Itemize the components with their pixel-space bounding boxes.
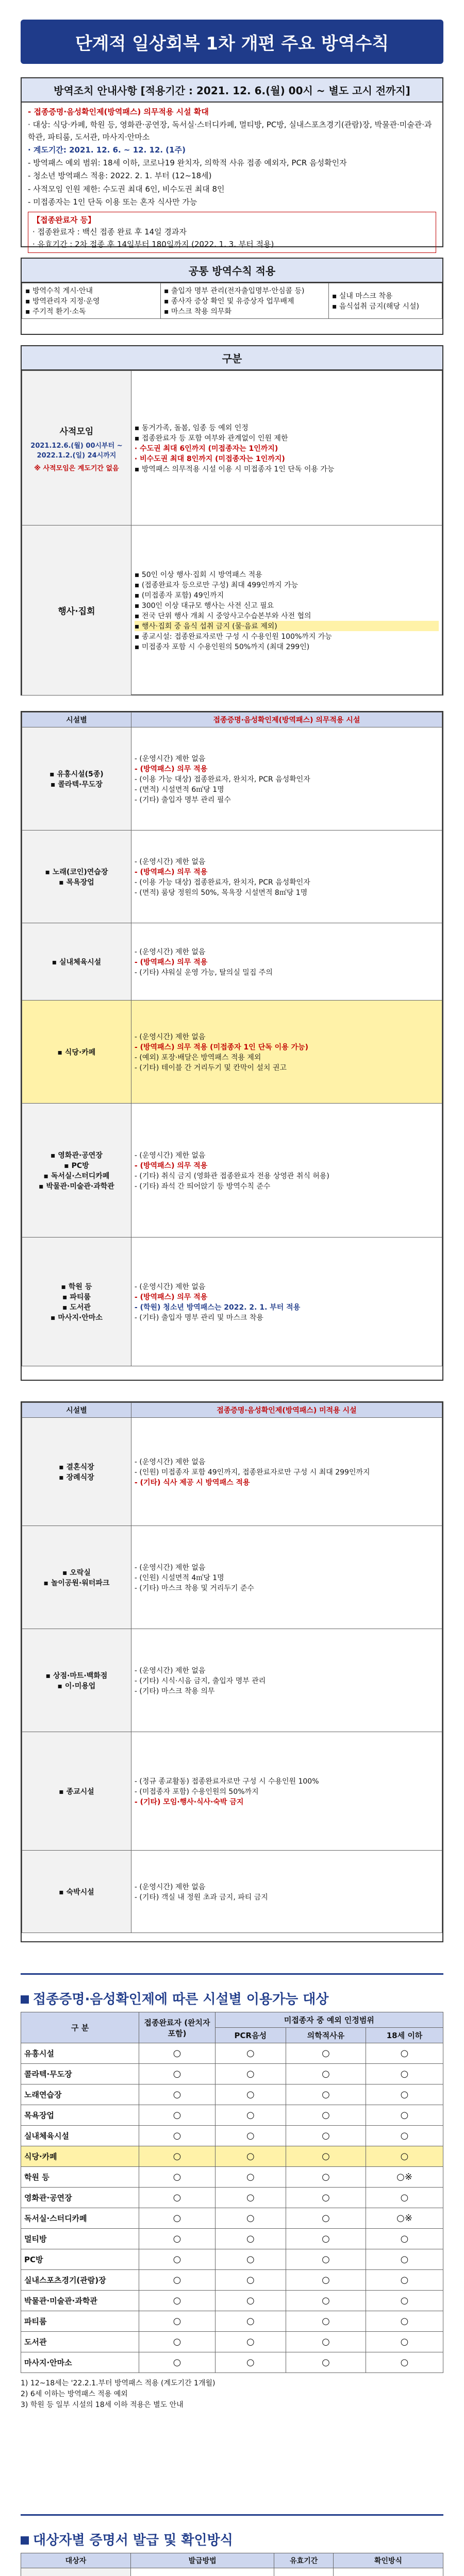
- col-head: 대상자: [21, 2553, 131, 2568]
- rule-line: - (운영시간) 제한 없음: [134, 947, 206, 956]
- eligibility-mark: ○: [366, 2352, 443, 2373]
- eligibility-mark: ○: [139, 2229, 215, 2249]
- eligibility-mark: ○: [366, 2084, 443, 2105]
- rule-line: - (방역패스) 의무 적용 (미접종자 1인 단독 이용 가능): [134, 1043, 308, 1052]
- facility-cell: ▪ 식당·카페: [22, 1001, 131, 1104]
- eligibility-mark: ○: [215, 2352, 286, 2373]
- eligibility-mark: ○: [366, 2291, 443, 2311]
- pass-required-table: [22, 712, 442, 1366]
- col-head: 접종완료자 (완치자 포함): [139, 2012, 215, 2043]
- rule-line: ▪ 동거가족, 돌봄, 임종 등 예외 인정: [134, 423, 248, 432]
- notice-section: [21, 77, 443, 247]
- vaccinated-box: [28, 212, 436, 253]
- pass-exempt-table: [22, 1402, 442, 1933]
- eligibility-mark: ○: [286, 2064, 366, 2084]
- facility-name: 파티룸: [21, 2311, 139, 2332]
- row-note: ※ 사적모임은 계도기간 없음: [34, 464, 119, 472]
- gathering-head: 구분: [22, 346, 442, 370]
- eligibility-mark: ○: [215, 2043, 286, 2064]
- eligibility-mark: ○: [139, 2105, 215, 2126]
- col-head: PCR음성: [215, 2028, 286, 2043]
- common-col: [328, 283, 442, 319]
- rule-line: - (방역패스) 의무 적용: [134, 1293, 208, 1301]
- row-sub: 2021.12.6.(월) 00시부터 ~ 2022.1.2.(일) 24시까지: [30, 442, 123, 460]
- eligibility-table: [21, 2012, 443, 2373]
- rule-item: ▪ 방역관리자 지정·운영: [25, 297, 100, 306]
- eligibility-row: [21, 2084, 443, 2105]
- rules-cell: [131, 1526, 442, 1629]
- notice-line: - 청소년 방역패스 적용: 2022. 2. 1. 부터 (12~18세): [28, 171, 212, 181]
- eligibility-row: [21, 2311, 443, 2332]
- col-head-facility: 시설별: [22, 713, 131, 727]
- eligibility-mark: ○: [215, 2146, 286, 2167]
- rules-cell: [131, 1629, 442, 1732]
- notice-head: 방역조치 안내사항 [적용기간 : 2021. 12. 6.(월) 00시 ~ 별도 고시 전까지]: [22, 78, 442, 103]
- col-head: 발급방법: [130, 2553, 274, 2568]
- facility-name: 멀티방: [21, 2229, 139, 2249]
- rule-line: - (기타) 좌석 간 띄어앉기 등 방역수칙 준수: [134, 1182, 271, 1191]
- facility-name: 독서실·스터디카페: [21, 2208, 139, 2229]
- eligibility-mark: ○: [366, 2126, 443, 2146]
- eligibility-mark: ○: [139, 2146, 215, 2167]
- rule-line: - (방역패스) 의무 적용: [134, 765, 208, 773]
- eligibility-mark: ○: [286, 2311, 366, 2332]
- eligibility-mark: ○: [139, 2249, 215, 2270]
- rule-line: - (학원) 청소년 방역패스는 2022. 2. 1. 부터 적용: [134, 1303, 301, 1312]
- col-head-rules: 접종증명·음성확인제(방역패스) 미적용 시설: [131, 1403, 442, 1418]
- eligibility-mark: ○: [366, 2270, 443, 2291]
- rule-line: - (방역패스) 의무 적용: [134, 868, 208, 876]
- rule-line: - (기타) 시식·시음 금지, 출입자 명부 관리: [134, 1676, 266, 1685]
- eligibility-row: [21, 2229, 443, 2249]
- facility-name: 콜라텍·무도장: [21, 2064, 139, 2084]
- rule-line: ▪ (미접종자 포함) 49인까지: [134, 591, 224, 600]
- rule-line: ▪ (접종완료자 등으로만 구성) 최대 499인까지 가능: [134, 581, 299, 589]
- eligibility-mark: ○: [286, 2229, 366, 2249]
- rule-line: - (운영시간) 제한 없음: [134, 1151, 206, 1160]
- rule-line: ▪ 방역패스 의무적용 시설 이용 시 미접종자 1인 단독 이용 가능: [134, 465, 335, 473]
- eligibility-mark: ○: [215, 2291, 286, 2311]
- note-line: 1) 12~18세는 '22.2.1.부터 방역패스 적용 (계도기간 1개월): [21, 2379, 216, 2387]
- rule-line: - (운영시간) 제한 없음: [134, 857, 206, 866]
- common-rules-table: [22, 283, 442, 319]
- row-label: 행사·집회: [58, 606, 95, 617]
- eligibility-notes: [21, 2378, 443, 2411]
- rule-line: - (기타) 마스크 착용 및 거리두기 준수: [134, 1584, 254, 1592]
- eligibility-mark: ○: [215, 2188, 286, 2208]
- eligibility-mark: ○: [215, 2229, 286, 2249]
- col-head: 유효기간: [274, 2553, 334, 2568]
- rule-line: - (예외) 포장·배달은 방역패스 적용 제외: [134, 1053, 261, 1062]
- common-col: [22, 283, 161, 319]
- gathering-rules-cell: [131, 371, 442, 526]
- rule-line: - (기타) 취식 금지 (영화관 접종완료자 전용 상영관 취식 허용): [134, 1172, 329, 1180]
- rule-line: ▪ 300인 이상 대규모 행사는 사전 신고 필요: [134, 601, 274, 610]
- eligibility-mark: ○: [286, 2188, 366, 2208]
- divider: [21, 2514, 443, 2516]
- facility-name: 식당·카페: [21, 2146, 139, 2167]
- facility-cell: ▪ 유흥시설(5종) ▪ 콜라텍·무도장: [22, 727, 131, 831]
- rule-line: - (운영시간) 제한 없음: [134, 754, 206, 763]
- rule-line: - (이용 가능 대상) 접종완료자, 완치자, PCR 음성확인자: [134, 775, 310, 784]
- eligibility-mark: ○: [286, 2084, 366, 2105]
- col-head: 18세 이하: [366, 2028, 443, 2043]
- notice-line: - 미접종자는 1인 단독 이용 또는 혼자 식사만 가능: [28, 197, 197, 207]
- eligibility-mark: ○: [286, 2043, 366, 2064]
- gathering-label-cell: [22, 371, 131, 526]
- eligibility-mark: ○: [215, 2270, 286, 2291]
- eligibility-mark: ○: [215, 2084, 286, 2105]
- rule-item: ▪ 실내 마스크 착용: [332, 292, 393, 300]
- eligibility-mark: ○: [215, 2064, 286, 2084]
- note-line: 2) 6세 이하는 방역패스 적용 예외: [21, 2390, 128, 2398]
- certificate-body: [21, 2568, 443, 2576]
- eligibility-mark: ○: [366, 2188, 443, 2208]
- eligibility-row: [21, 2188, 443, 2208]
- eligibility-mark: ○: [286, 2208, 366, 2229]
- facility-name: 목욕장업: [21, 2105, 139, 2126]
- facility-name: 노래연습장: [21, 2084, 139, 2105]
- notice-line: - 접종증명·음성확인제(방역패스) 의무적용 시설 확대: [28, 107, 209, 116]
- event-label-cell: [22, 526, 131, 696]
- facility-name: 실내스포츠경기(관람)장: [21, 2270, 139, 2291]
- pass-exempt-section: [21, 1401, 443, 1942]
- facility-name: 박물관·미술관·과학관: [21, 2291, 139, 2311]
- rule-line: ▪ 행사·집회 중 음식 섭취 금지 (물·음료 제외): [135, 621, 439, 631]
- rule-line: - (기타) 출입자 명부 관리 및 마스크 착용: [134, 1313, 263, 1322]
- eligibility-mark: ○: [366, 2229, 443, 2249]
- eligibility-mark: ○: [286, 2270, 366, 2291]
- facility-cell: ▪ 실내체육시설: [22, 923, 131, 1001]
- facility-name: PC방: [21, 2249, 139, 2270]
- eligibility-mark: ○: [139, 2270, 215, 2291]
- rule-item: ▪ 방역수칙 게시·안내: [25, 287, 93, 295]
- eligibility-mark: ○: [286, 2167, 366, 2188]
- eligibility-body: [21, 2043, 443, 2373]
- rule-item: ▪ 마스크 착용 의무화: [163, 308, 231, 316]
- facility-cell: ▪ 상점·마트·백화점 ▪ 이·미용업: [22, 1629, 131, 1732]
- eligibility-mark: ○: [366, 2332, 443, 2352]
- box-title: 【접종완료자 등】: [32, 215, 96, 225]
- eligibility-mark: ○: [366, 2043, 443, 2064]
- certificate-title: [21, 2530, 443, 2549]
- notice-line: · 대상: 식당·카페, 학원 등, 영화관·공연장, 독서실·스터디카페, 멀티방, PC방, 실내스포츠경기(관람)장, 박물관·미술관·과학관, 파티룸, 도서관, 마사지·안마소: [28, 120, 432, 142]
- rule-line: - (기타) 마스크 착용 의무: [134, 1687, 215, 1696]
- eligibility-row: [21, 2270, 443, 2291]
- facility-name: 마사지·안마소: [21, 2352, 139, 2373]
- rules-cell: [131, 923, 442, 1001]
- certificate-row: [21, 2568, 443, 2576]
- facility-name: 유흥시설: [21, 2043, 139, 2064]
- rule-line: ▪ 종교시설: 접종완료자로만 구성 시 수용인원 100%까지 가능: [134, 632, 332, 641]
- certificate-area: [21, 2530, 443, 2576]
- facility-cell: ▪ 영화관·공연장 ▪ PC방 ▪ 독서실·스터디카페 ▪ 박물관·미술관·과학관: [22, 1104, 131, 1238]
- eligibility-row: [21, 2332, 443, 2352]
- facility-cell: ▪ 결혼식장 ▪ 장례식장: [22, 1418, 131, 1526]
- rule-line: ▪ 미접종자 포함 시 수용인원의 50%까지 (최대 299인): [134, 642, 310, 651]
- eligibility-mark: ○: [366, 2249, 443, 2270]
- eligibility-area: [21, 1989, 443, 2411]
- eligibility-mark: ○: [215, 2167, 286, 2188]
- rule-item: ▪ 주기적 환기·소독: [25, 308, 86, 316]
- gathering-table: [22, 370, 442, 696]
- rule-line: - (면적) 룸당 정원의 50%, 목욕장 시설면적 8㎡당 1명: [134, 888, 308, 897]
- notice-body: [22, 103, 442, 259]
- eligibility-mark: ○: [139, 2167, 215, 2188]
- rule-line: - (운영시간) 제한 없음: [134, 1032, 206, 1041]
- issue-cell: [130, 2568, 274, 2576]
- eligibility-mark: ○: [139, 2352, 215, 2373]
- rules-cell: [131, 727, 442, 831]
- rule-line: - (정규 종교활동) 접종완료자로만 구성 시 수용인원 100%: [134, 1777, 319, 1786]
- rule-line: - (방역패스) 의무 적용: [134, 1161, 208, 1170]
- eligibility-mark: ○: [286, 2146, 366, 2167]
- eligibility-mark: ○: [215, 2332, 286, 2352]
- rule-item: ▪ 종사자 증상 확인 및 유증상자 업무배제: [163, 297, 294, 306]
- eligibility-mark: ○: [215, 2311, 286, 2332]
- eligibility-mark: ○: [139, 2188, 215, 2208]
- note-line: 3) 학원 등 일부 시설의 18세 이하 적용은 별도 안내: [21, 2401, 184, 2409]
- eligibility-mark: ○: [286, 2249, 366, 2270]
- eligibility-mark: ○※: [366, 2167, 443, 2188]
- facility-cell: ▪ 노래(코인)연습장 ▪ 목욕장업: [22, 831, 131, 923]
- eligibility-title: [21, 1989, 443, 2008]
- rules-cell: [131, 1104, 442, 1238]
- col-head: 구 분: [21, 2012, 139, 2043]
- facility-cell: ▪ 숙박시설: [22, 1851, 131, 1933]
- eligibility-mark: ○: [139, 2291, 215, 2311]
- rule-line: - (기타) 테이블 간 거리두기 및 칸막이 설치 권고: [134, 1063, 287, 1072]
- valid-cell: [274, 2568, 334, 2576]
- eligibility-mark: ○: [139, 2126, 215, 2146]
- page-title: 단계적 일상회복 1차 개편 주요 방역수칙: [21, 20, 443, 64]
- facility-name: 실내체육시설: [21, 2126, 139, 2146]
- notice-line: · 계도기간: 2021. 12. 6. ~ 12. 12. (1주): [28, 145, 186, 155]
- eligibility-row: [21, 2352, 443, 2373]
- rule-line: - (운영시간) 제한 없음: [134, 1666, 206, 1675]
- rules-cell: [131, 1001, 442, 1104]
- rule-line: - (면적) 시설면적 6㎡당 1명: [134, 785, 224, 794]
- common-rules-section: [21, 258, 443, 335]
- check-cell: [334, 2568, 443, 2576]
- rule-line: - (기타) 샤워실 운영 가능, 탈의실 밀집 주의: [134, 968, 273, 977]
- rule-line: - (인원) 시설면적 4㎡당 1명: [134, 1573, 224, 1582]
- rule-line: · 비수도권 최대 8인까지 (미접종자는 1인까지): [134, 454, 285, 463]
- rule-item: ▪ 음식섭취 금지(해당 시설): [332, 302, 419, 311]
- rule-item: ▪ 출입자 명부 관리(전자출입명부·안심콜 등): [163, 287, 305, 295]
- rules-cell: [131, 1732, 442, 1851]
- eligibility-mark: ○: [286, 2332, 366, 2352]
- rule-line: · 수도권 최대 6인까지 (미접종자는 1인까지): [134, 444, 278, 453]
- square-bullet-icon: [21, 2536, 29, 2545]
- eligibility-row: [21, 2043, 443, 2064]
- rule-line: - (운영시간) 제한 없음: [134, 1458, 206, 1466]
- rule-line: - (인원) 미접종자 포함 49인까지, 접종완료자로만 구성 시 최대 299인까지: [134, 1468, 370, 1477]
- rules-cell: [131, 1238, 442, 1366]
- rule-line: - (운영시간) 제한 없음: [134, 1563, 206, 1572]
- rules-cell: [131, 1851, 442, 1933]
- divider: [21, 1973, 443, 1975]
- facility-cell: ▪ 오락실 ▪ 놀이공원·워터파크: [22, 1526, 131, 1629]
- eligibility-row: [21, 2249, 443, 2270]
- rule-line: - (기타) 출입자 명부 관리 필수: [134, 795, 231, 804]
- notice-line: - 사적모임 인원 제한: 수도권 최대 6인, 비수도권 최대 8인: [28, 184, 225, 194]
- eligibility-row: [21, 2064, 443, 2084]
- eligibility-mark: ○: [139, 2043, 215, 2064]
- certificate-title-text: 대상자별 증명서 발급 및 확인방식: [33, 2533, 233, 2548]
- col-head-facility: 시설별: [22, 1403, 131, 1418]
- eligibility-mark: ○: [286, 2126, 366, 2146]
- rule-line: - (미접종자 포함) 수용인원의 50%까지: [134, 1787, 259, 1796]
- square-bullet-icon: [21, 1995, 29, 2004]
- eligibility-mark: ○: [366, 2311, 443, 2332]
- eligibility-title-text: 접종증명·음성확인제에 따른 시설별 이용가능 대상: [33, 1992, 329, 2007]
- gathering-section: [21, 345, 443, 696]
- certificate-table: [21, 2553, 443, 2576]
- facility-cell: ▪ 학원 등 ▪ 파티룸 ▪ 도서관 ▪ 마사지·안마소: [22, 1238, 131, 1366]
- eligibility-mark: ○: [139, 2084, 215, 2105]
- box-line: · 유효기간 : 2차 접종 후 14일부터 180일까지 (2022. 1. 3. 부터 적용): [32, 239, 274, 249]
- rule-line: ▪ 전국 단위 행사 개최 시 중앙사고수습본부와 사전 협의: [134, 612, 311, 620]
- rule-line: - (기타) 모임·행사·식사·숙박 금지: [134, 1798, 244, 1806]
- eligibility-mark: ○: [366, 2064, 443, 2084]
- rule-line: - (운영시간) 제한 없음: [134, 1883, 206, 1891]
- eligibility-mark: ○: [139, 2332, 215, 2352]
- facility-cell: ▪ 종교시설: [22, 1732, 131, 1851]
- eligibility-mark: ○: [286, 2105, 366, 2126]
- rule-line: ▪ 50인 이상 행사·집회 시 방역패스 적용: [134, 570, 262, 579]
- facility-name: 영화관·공연장: [21, 2188, 139, 2208]
- rules-cell: [131, 1418, 442, 1526]
- eligibility-mark: ○: [286, 2291, 366, 2311]
- rule-line: - (방역패스) 의무 적용: [134, 958, 208, 967]
- rule-line: - (기타) 식사 제공 시 방역패스 적용: [134, 1478, 250, 1487]
- eligibility-mark: ○: [215, 2105, 286, 2126]
- eligibility-row: [21, 2146, 443, 2167]
- eligibility-mark: ○: [215, 2249, 286, 2270]
- col-head-rules: 접종증명·음성확인제(방역패스) 의무적용 시설: [131, 713, 442, 727]
- facility-name: 도서관: [21, 2332, 139, 2352]
- eligibility-mark: ○: [139, 2064, 215, 2084]
- target-cell: [21, 2568, 131, 2576]
- eligibility-mark: ○※: [366, 2208, 443, 2229]
- rule-line: - (운영시간) 제한 없음: [134, 1282, 206, 1291]
- eligibility-row: [21, 2167, 443, 2188]
- notice-line: - 방역패스 예외 범위: 18세 이하, 코로나19 완치자, 의학적 사유 접종 예외자, PCR 음성확인자: [28, 158, 347, 167]
- group-head: 미접종자 중 예외 인정범위: [215, 2012, 443, 2028]
- eligibility-row: [21, 2208, 443, 2229]
- common-rules-head: 공통 방역수칙 적용: [22, 259, 442, 283]
- row-label: 사적모임: [59, 426, 94, 437]
- eligibility-mark: ○: [139, 2311, 215, 2332]
- event-rules-cell: [131, 526, 442, 696]
- rules-cell: [131, 831, 442, 923]
- box-line: · 접종완료자 : 백신 접종 완료 후 14일 경과자: [32, 227, 187, 237]
- facility-name: 학원 등: [21, 2167, 139, 2188]
- eligibility-mark: ○: [366, 2105, 443, 2126]
- eligibility-row: [21, 2126, 443, 2146]
- rule-line: ▪ 접종완료자 등 포함 여부와 관계없이 인원 제한: [134, 434, 288, 443]
- eligibility-mark: ○: [139, 2208, 215, 2229]
- col-head: 확인방식: [334, 2553, 443, 2568]
- rule-line: - (기타) 객실 내 정원 초과 금지, 파티 금지: [134, 1893, 268, 1902]
- eligibility-mark: ○: [215, 2126, 286, 2146]
- eligibility-mark: ○: [366, 2146, 443, 2167]
- rule-line: - (이용 가능 대상) 접종완료자, 완치자, PCR 음성확인자: [134, 878, 310, 887]
- eligibility-row: [21, 2291, 443, 2311]
- eligibility-mark: ○: [215, 2208, 286, 2229]
- common-col: [160, 283, 328, 319]
- col-head: 의학적사유: [286, 2028, 366, 2043]
- eligibility-row: [21, 2105, 443, 2126]
- eligibility-mark: ○: [286, 2352, 366, 2373]
- pass-required-section: [21, 711, 443, 1381]
